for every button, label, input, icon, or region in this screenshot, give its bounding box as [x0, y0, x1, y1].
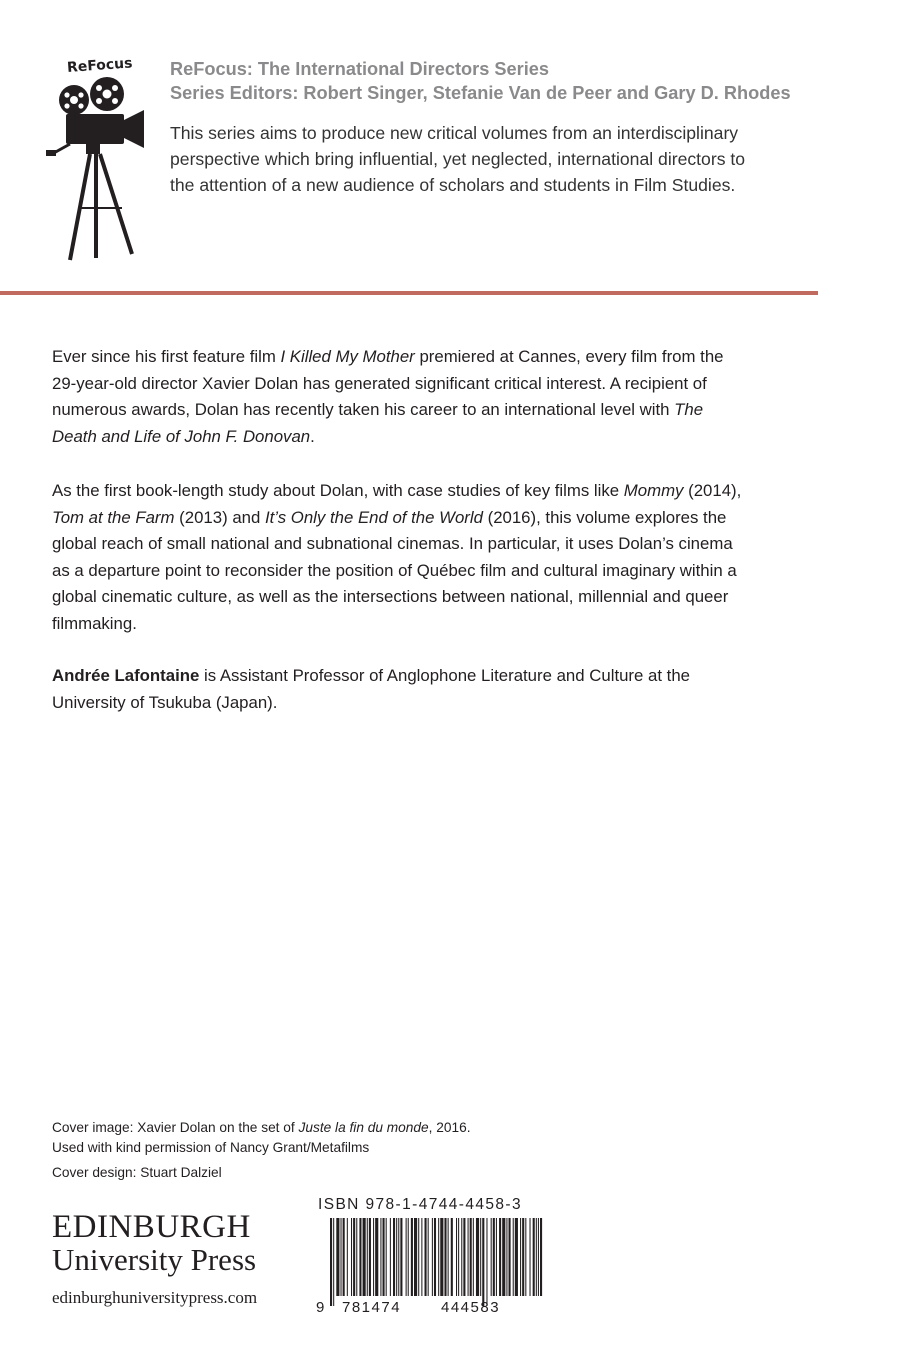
publisher-name-line1: EDINBURGH [52, 1209, 251, 1245]
barcode-bar [448, 1218, 449, 1296]
barcode-bar [458, 1218, 459, 1296]
barcode-bar [525, 1218, 526, 1296]
text-run: As the first book-length study about Dolan, with case studies of key films like [52, 481, 624, 500]
barcode-bar [347, 1218, 348, 1296]
barcode-bar [491, 1218, 492, 1296]
barcode-bar [480, 1218, 481, 1296]
barcode-bar [408, 1218, 409, 1296]
barcode-bar [341, 1218, 342, 1296]
barcode-bar [493, 1218, 495, 1296]
text-run: (2014), [683, 481, 742, 500]
permission-credit: Used with kind permission of Nancy Grant/Metafilms [52, 1140, 370, 1155]
barcode-bar [451, 1218, 453, 1296]
text-run: is Assistant Professor of Anglophone Literature and Culture at the University of Tsukuba (Japan). [52, 666, 691, 712]
barcode-bar [336, 1218, 339, 1296]
italic-run: Juste la fin du monde [298, 1120, 429, 1135]
barcode-group-1: 781474 [342, 1299, 402, 1316]
barcode-bar [536, 1218, 537, 1296]
barcode-bar [530, 1218, 531, 1296]
barcode-bar [540, 1218, 542, 1296]
barcode-bar [456, 1218, 457, 1296]
barcode-bar [356, 1218, 357, 1296]
barcode-bar [396, 1218, 397, 1296]
barcode-bar [353, 1218, 355, 1296]
barcode-bar [473, 1218, 474, 1296]
divider-rule [0, 291, 818, 295]
barcode-bar [367, 1218, 368, 1296]
barcode-bar [393, 1218, 395, 1296]
barcode-bar [359, 1218, 361, 1296]
barcode-bar [333, 1218, 334, 1306]
text-run: . [310, 426, 315, 446]
blurb-paragraph-2 [52, 478, 752, 637]
isbn-barcode [316, 1216, 546, 1316]
barcode-bar [343, 1218, 345, 1296]
barcode-bars [330, 1218, 542, 1306]
barcode-bar [432, 1218, 433, 1296]
barcode-bar [444, 1218, 446, 1296]
blurb-paragraph-1 [52, 344, 752, 450]
barcode-bar [434, 1218, 436, 1296]
author-bio [52, 663, 752, 716]
barcode-bar [533, 1218, 535, 1296]
barcode-bar [375, 1218, 378, 1296]
barcode-bar [414, 1218, 417, 1296]
italic-run: Tom at the Farm [52, 507, 175, 527]
barcode-bar [373, 1218, 374, 1296]
cover-image-credit [52, 1118, 471, 1138]
series-title: ReFocus: The International Directors Series [170, 59, 550, 79]
isbn-label: ISBN 978-1-4744-4458-3 [318, 1196, 522, 1213]
barcode-bar [363, 1218, 366, 1296]
barcode-bar [476, 1218, 479, 1296]
barcode-bar [538, 1218, 539, 1296]
refocus-logo [40, 48, 160, 263]
text-run: (2013) and [174, 507, 265, 527]
barcode-bar [438, 1218, 439, 1296]
barcode-bar [461, 1218, 462, 1296]
barcode-bar [463, 1218, 465, 1296]
barcode-bar [468, 1218, 469, 1296]
refocus-logo-label: ReFocus [66, 55, 133, 76]
text-run: (2016), this volume explores the global reach of small national and subnational cinemas. In particular, it uses Dolan’s cinema as a departure point to reconsider the position of Québec film and cultural imaginary within a global cinematic culture, as well as the intersections between national, millennial and queer filmmaking. [52, 507, 737, 633]
series-description: This series aims to produce new critical volumes from an interdisciplinary perspective which bring influential, yet neglected, international directors to the attention of a new audience of scholars and students in Film Studies. [170, 123, 746, 195]
barcode-bar [428, 1218, 429, 1296]
barcode-prefix-digit: 9 [316, 1299, 326, 1316]
text-run: Cover image: Xavier Dolan on the set of [52, 1120, 299, 1135]
barcode-bar [440, 1218, 443, 1296]
publisher-name-line2: University Press [52, 1242, 257, 1277]
barcode-bar [398, 1218, 399, 1296]
barcode-bar [515, 1218, 518, 1296]
barcode-bar [411, 1218, 413, 1296]
barcode-bar [482, 1218, 484, 1306]
barcode-bar [502, 1218, 505, 1296]
publisher-url: edinburghuniversitypress.com [52, 1288, 258, 1307]
barcode-bar [351, 1218, 352, 1296]
barcode-bar [470, 1218, 472, 1296]
series-editors: Series Editors: Robert Singer, Stefanie Van de Peer and Gary D. Rhodes [170, 83, 791, 103]
text-run: premiered at Cannes, every film from the 29-year-old director Xavier Dolan has generated significant critical interest. A recipient of numerous awards, Dolan has recently taken his career to an international level with [52, 347, 724, 419]
cover-design-credit: Cover design: Stuart Dalziel [52, 1165, 222, 1180]
italic-run: It’s Only the End of the World [264, 507, 483, 527]
barcode-bar [486, 1218, 487, 1306]
barcode-bar [369, 1218, 371, 1296]
barcode-bar [383, 1218, 385, 1296]
barcode-bar [386, 1218, 387, 1296]
barcode-bar [330, 1218, 332, 1306]
barcode-bar [513, 1218, 514, 1296]
barcode-group-2: 444583 [441, 1299, 501, 1316]
barcode-bar [421, 1218, 422, 1296]
barcode-bar [520, 1218, 521, 1296]
italic-run: Mommy [623, 481, 684, 500]
barcode-bar [509, 1218, 511, 1296]
barcode-bar [380, 1218, 381, 1296]
barcode-bar [506, 1218, 507, 1296]
barcode-bar [425, 1218, 427, 1296]
bold-run: Andrée Lafontaine [52, 666, 200, 685]
barcode-bar [496, 1218, 497, 1296]
barcode-bar [406, 1218, 407, 1296]
text-run: , 2016. [428, 1120, 471, 1135]
text-run: Ever since his first feature film [52, 347, 281, 366]
barcode-bar [499, 1218, 501, 1296]
italic-run: The Death and Life of John F. Donovan [52, 400, 704, 446]
barcode-bar [400, 1218, 402, 1296]
barcode-bar [522, 1218, 524, 1296]
italic-run: I Killed My Mother [280, 347, 415, 366]
barcode-bar [418, 1218, 419, 1296]
barcode-bar [390, 1218, 391, 1296]
